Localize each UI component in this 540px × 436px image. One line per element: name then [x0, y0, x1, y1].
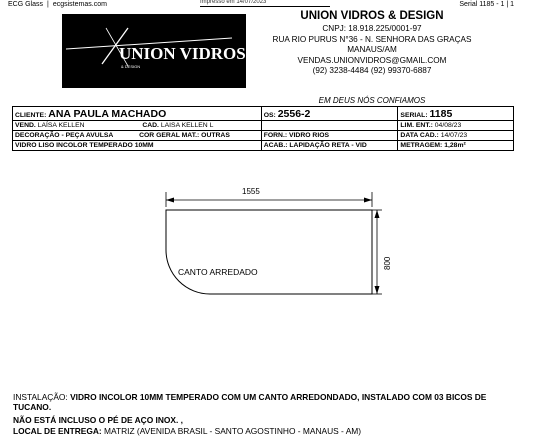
- order-info-table: [12, 106, 514, 151]
- cadastrante: LAISA KELLEN L: [160, 122, 214, 129]
- data-cadastro: 14/07/23: [440, 132, 468, 139]
- top-bar-left: ECG Glass | ecgsistemas.com: [8, 1, 107, 8]
- decor-cell: DECORAÇÃO - PEÇA AVULSA COR GERAL MAT.: OUTRAS: [13, 131, 262, 141]
- company-info: [252, 10, 492, 77]
- metragem-cell: METRAGEM: 1,28m²: [398, 141, 514, 151]
- company-cnpj: CNPJ: 18.918.225/0001-97: [322, 24, 422, 33]
- logo-sub: & DESIGN: [121, 64, 141, 69]
- glass-diagram: [150, 180, 400, 310]
- delivery-label: LOCAL DE ENTREGA:: [13, 426, 102, 436]
- limite-entrega: 04/08/23: [434, 122, 462, 129]
- acabamento: LAPIDAÇÃO RETA - VID: [289, 142, 367, 149]
- company-phones: (92) 3238-4484 (92) 99370-6887: [312, 66, 432, 75]
- logo-graphic: [62, 14, 246, 88]
- serial-number: 1185: [429, 107, 453, 120]
- install-text: VIDRO INCOLOR 10MM TEMPERADO COM UM CANTO ARREDONDADO, INSTALADO COM 03 BICOS DE TUCANO.: [13, 392, 487, 412]
- company-city: MANAUS/AM: [347, 45, 397, 54]
- metragem: 1,28m²: [444, 142, 466, 149]
- company-email: VENDAS.UNIONVIDROS@GMAIL.COM: [297, 55, 447, 65]
- delivery-note: [13, 426, 361, 436]
- app-name: ECG Glass: [8, 1, 44, 8]
- corner-note: CANTO ARREDADO: [178, 267, 258, 277]
- data-cad-cell: DATA CAD.: 14/07/23: [398, 131, 514, 141]
- acab-cell: ACAB.: LAPIDAÇÃO RETA - VID: [261, 141, 398, 151]
- company-name: UNION VIDROS & DESIGN: [300, 10, 444, 22]
- app-site: ecgsistemas.com: [52, 1, 107, 8]
- cliente-cell: CLIENTE: ANA PAULA MACHADO: [13, 107, 262, 121]
- not-included-note: NÃO ESTÁ INCLUSO O PÉ DE AÇO INOX. ,: [13, 415, 183, 425]
- height-value: 800: [383, 256, 392, 270]
- os-number: 2556-2: [277, 107, 311, 120]
- fornecedor: VIDRO RIOS: [289, 132, 330, 139]
- serial-page: Serial 1185 - 1 | 1: [459, 1, 514, 8]
- cliente-name: ANA PAULA MACHADO: [48, 107, 167, 120]
- install-label: INSTALAÇÃO:: [13, 392, 68, 402]
- company-logo: [62, 14, 246, 88]
- os-cell: OS: 2556-2: [261, 107, 398, 121]
- vend-cad-cell: VEND. LAÍSA KELLEN CAD. LAISA KELLEN L: [13, 121, 262, 131]
- company-address: RUA RIO PURUS N°36 - N. SENHORA DAS GRAÇAS: [272, 34, 472, 44]
- width-value: 1555: [242, 187, 260, 196]
- lim-ent-cell: LIM. ENT.: 04/08/23: [398, 121, 514, 131]
- glass-drawing: [150, 180, 400, 310]
- forn-cell: FORN.: VIDRO RIOS: [261, 131, 398, 141]
- delivery-location: MATRIZ (AVENIDA BRASIL - SANTO AGOSTINHO - MANAUS - AM): [104, 426, 362, 436]
- vidro-desc: VIDRO LISO INCOLOR TEMPERADO 10MM: [13, 141, 262, 151]
- glass-outline: [166, 210, 372, 294]
- serial-cell: SERIAL: 1185: [398, 107, 514, 121]
- company-motto: EM DEUS NÓS CONFIAMOS: [318, 96, 426, 105]
- print-date: Impresso em 14/07/2023: [200, 0, 330, 7]
- logo-text: UNION VIDROS: [119, 44, 246, 63]
- vendedor: LAÍSA KELLEN: [37, 122, 85, 129]
- install-note: [13, 392, 493, 412]
- cor-geral: OUTRAS: [201, 132, 230, 139]
